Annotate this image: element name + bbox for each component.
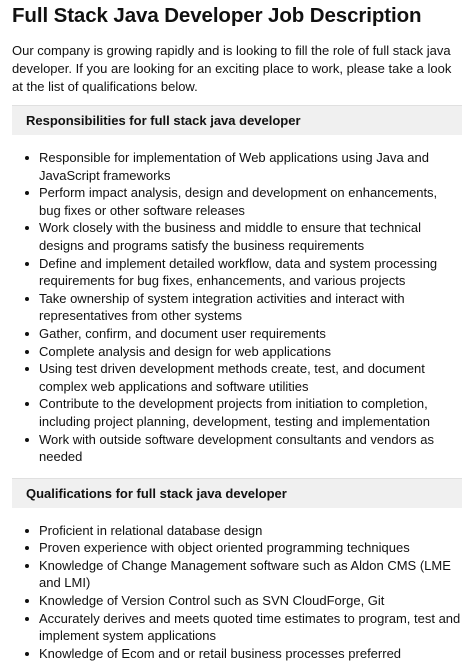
list-item: Perform impact analysis, design and development on enhancements, bug fixes or other software releases [12,184,462,219]
list-item: Gather, confirm, and document user requirements [12,325,462,343]
responsibilities-heading: Responsibilities for full stack java developer [12,105,462,135]
responsibilities-list [12,149,462,466]
intro-paragraph: Our company is growing rapidly and is looking to fill the role of full stack java developer. If you are looking for an exciting place to work, please take a look at the list of qualifications below. [12,43,452,94]
qualifications-list [12,522,462,662]
list-item: Knowledge of Version Control such as SVN CloudForge, Git [12,592,462,610]
page-title: Full Stack Java Developer Job Description [12,4,422,27]
list-item: Complete analysis and design for web applications [12,343,462,361]
qualifications-heading: Qualifications for full stack java developer [12,478,462,508]
list-item: Proven experience with object oriented programming techniques [12,539,462,557]
list-item: Take ownership of system integration activities and interact with representatives from other systems [12,290,462,325]
list-item: Work closely with the business and middle to ensure that technical designs and programs satisfy the business requirements [12,219,462,254]
list-item: Knowledge of Change Management software such as Aldon CMS (LME and LMI) [12,557,462,592]
list-item: Define and implement detailed workflow, data and system processing requirements for bug fixes, enhancements, and various projects [12,255,462,290]
list-item: Responsible for implementation of Web applications using Java and JavaScript frameworks [12,149,462,184]
list-item: Using test driven development methods create, test, and document complex web applications and software utilities [12,360,462,395]
list-item: Accurately derives and meets quoted time estimates to program, test and implement system applications [12,610,462,645]
list-item: Contribute to the development projects from initiation to completion, including project planning, development, testing and implementation [12,395,462,430]
list-item: Work with outside software development consultants and vendors as needed [12,431,462,466]
list-item: Proficient in relational database design [12,522,462,540]
list-item: Knowledge of Ecom and or retail business processes preferred [12,645,462,662]
